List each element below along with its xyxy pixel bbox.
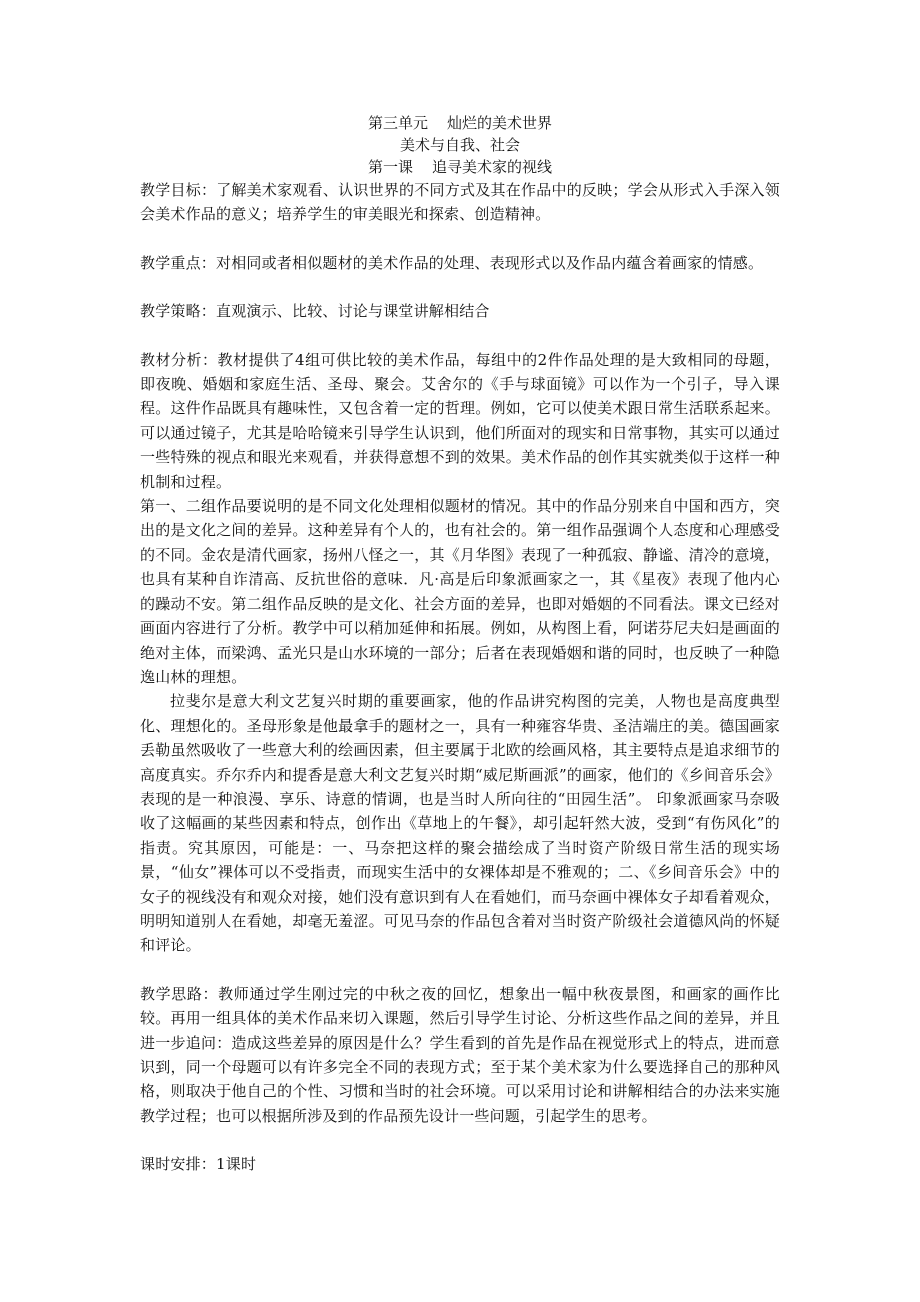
material-analysis-paragraph-1: 教材分析：教材提供了4组可供比较的美术作品，每组中的2件作品处理的是大致相同的母题，即夜晚、婚姻和家庭生活、圣母、聚会。艾舍尔的《手与球面镜》可以作为一个引子，导入课程。这件作品既具有趣味性，又包含着一定的哲理。例如，它可以使美术跟日常生活联系起来。可以通过镜子，尤其是哈哈镜来引导学生认识到，他们所面对的现实和日常事物，其实可以通过一些特殊的视点和眼光来观看，并获得意想不到的效果。美术作品的创作其实就类似于这样一种机制和过程。 — [140, 350, 780, 491]
subtitle: 美术与自我、社会 — [399, 136, 520, 154]
unit-title: 第三单元 灿烂的美术世界 — [367, 114, 553, 132]
material-analysis-paragraph-2: 第一、二组作品要说明的是不同文化处理相似题材的情况。其中的作品分别来自中国和西方，突出的是文化之间的差异。这种差异有个人的，也有社会的。第一组作品强调个人态度和心理感受的不同。金农是清代画家，扬州八怪之一，其《月华图》表现了一种孤寂、静谧、清冷的意境，也具有某种自诈清高、反抗世俗的意味．凡·高是后印象派画家之一，其《星夜》表现了他内心的躁动不安。第二组作品反映的是文化、社会方面的差异，也即对婚姻的不同看法。课文已经对画面内容进行了分析。教学中可以稍加延伸和拓展。例如，从构图上看，阿诺芬尼夫妇是画面的绝对主体，而梁鸿、孟光只是山水环境的一部分；后者在表现婚姻和谐的同时，也反映了一种隐逸山林的理想。 — [140, 497, 780, 686]
lesson-title: 第一课 追寻美术家的视线 — [367, 158, 553, 176]
spacer — [140, 227, 780, 251]
material-analysis-paragraph-3: 拉斐尔是意大利文艺复兴时期的重要画家，他的作品讲究构图的完美，人物也是高度典型化、理想化的。圣母形象是他最拿手的题材之一，具有一种雍容华贵、圣洁端庄的美。德国画家丢勒虽然吸收了一些意大利的绘画因素，但主要属于北欧的绘画风格，其主要特点是追求细节的高度真实。乔尔乔内和提香是意大利文艺复兴时期“威尼斯画派”的画家，他们的《乡间音乐会》表现的是一种浪漫、享乐、诗意的情调，也是当时人所向往的“田园生活”。 印象派画家马奈吸收了这幅画的某些因素和特点，创作出《草地上的午餐》，却引起轩然大波，受到“有伤风化”的指责。究其原因，可能是：一、马奈把这样的聚会描绘成了当时资产阶级日常生活的现实场景，“仙女”裸体可以不受指责，而现实生活中的女裸体却是不雅观的；二、《乡间音乐会》中的女子的视线没有和观众对接，她们没有意识到有人在看她们，而马奈画中裸体女子却看着观众，明明知道别人在看她，却毫无羞涩。可见马奈的作品包含着对当时资产阶级社会道德风尚的怀疑和评论。 — [140, 692, 780, 955]
lesson-schedule: 课时安排：1课时 — [140, 1155, 257, 1174]
teaching-key-points: 教学重点：对相同或者相似题材的美术作品的处理、表现形式以及作品内蕴含着画家的情感。 — [140, 253, 764, 272]
teaching-approach: 教学思路：教师通过学生刚过完的中秋之夜的回忆，想象出一幅中秋夜景图，和画家的画作比较。再用一组具体的美术作品来切入课题，然后引导学生讨论、分析这些作品之间的差异，并且进一步追问：造成这些差异的原因是什么？学生看到的首先是作品在视觉形式上的特点，进而意识到，同一个母题可以有许多完全不同的表现方式；至于某个美术家为什么要选择自己的那种风格，则取决于他自己的个性、习惯和当时的社会环境。可以采用讨论和讲解相结合的办法来实施教学过程；也可以根据所涉及到的作品预先设计一些问题，引起学生的思考。 — [140, 984, 780, 1125]
document-page — [140, 112, 780, 1177]
spacer — [140, 958, 780, 982]
spacer — [140, 275, 780, 299]
teaching-strategy: 教学策略：直观演示、比较、讨论与课堂讲解相结合 — [140, 302, 490, 321]
spacer — [140, 1128, 780, 1152]
spacer — [140, 324, 780, 348]
teaching-goals: 教学目标：了解美术家观看、认识世界的不同方式及其在作品中的反映；学会从形式入手深入领会美术作品的意义；培养学生的审美眼光和探索、创造精神。 — [140, 181, 780, 224]
